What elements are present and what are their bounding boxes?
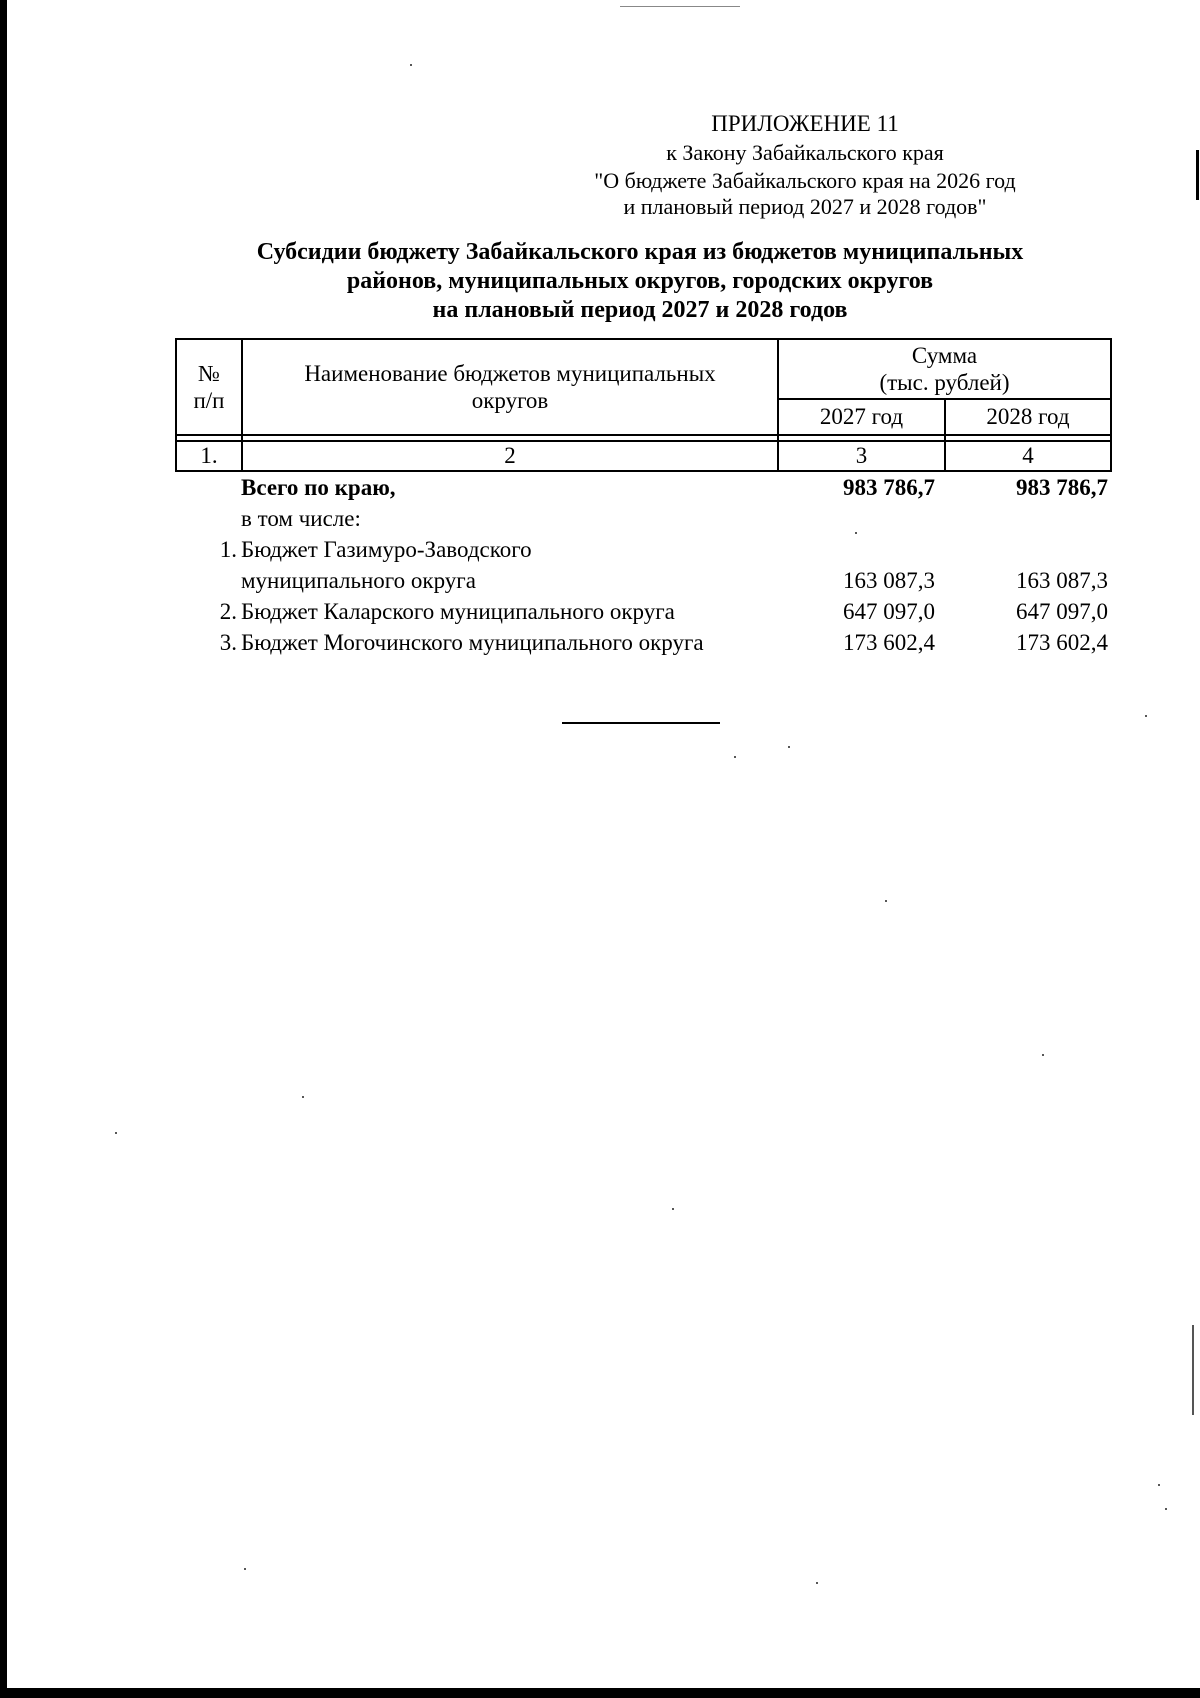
table-row [175,596,1110,627]
header-year-2028: 2028 год [945,399,1111,435]
scan-speck [672,1208,674,1210]
scan-speck [788,746,790,748]
table-row [175,534,1110,565]
row-value-2027: 173 602,4 [843,630,935,655]
header-year-2027: 2027 год [778,399,945,435]
header-name-line: округов [471,388,549,413]
header-name-line: Наименование бюджетов муниципальных [304,361,716,386]
document-title [160,238,1120,325]
table-row [175,627,1110,658]
appendix-law-reference: к Закону Забайкальского края [666,140,944,165]
subsidies-table-header [175,338,1112,472]
appendix-law-period: и плановый период 2027 и 2028 годов" [623,194,987,219]
row-value-2027: 163 087,3 [843,568,935,593]
row-name: Бюджет Газимуро-Заводского [241,537,532,562]
header-sum-unit: (тыс. рублей) [879,370,1010,395]
total-row [175,472,1110,503]
header-number-cell [176,339,242,435]
total-label: Всего по краю, [241,475,396,500]
scan-speck [885,900,887,902]
header-name-cell [242,339,778,435]
total-value-2028: 983 786,7 [1016,475,1108,500]
subsidies-table-body [175,472,1110,658]
row-value-2027: 647 097,0 [843,599,935,624]
row-value-2028: 173 602,4 [1016,630,1108,655]
including-label: в том числе: [241,506,361,531]
column-number-1: 1. [176,441,242,471]
row-name: Бюджет Могочинского муниципального округа [241,630,704,655]
scan-speck [115,1132,117,1134]
header-sum-label: Сумма [911,343,978,368]
column-number-4: 4 [945,441,1111,471]
header-number-abbrev: п/п [193,388,225,413]
scan-speck [1042,1054,1044,1056]
row-value-2028: 647 097,0 [1016,599,1108,624]
scan-mark-top [620,6,740,7]
appendix-law-name: "О бюджете Забайкальского края на 2026 год [594,168,1016,193]
scan-edge-left [0,0,7,1698]
scan-speck [1158,1484,1160,1486]
end-of-document-rule [562,722,720,724]
table-row-continuation [175,565,1110,596]
document-title-line: Субсидии бюджету Забайкальского края из бюджетов муниципальных [256,239,1024,265]
header-sum-cell [778,339,1111,399]
scan-speck [244,1568,246,1570]
column-number-3: 3 [778,441,945,471]
header-number-symbol: № [198,361,220,386]
total-value-2027: 983 786,7 [843,475,935,500]
document-title-line: районов, муниципальных округов, городских округов [346,268,934,294]
scan-mark-right-lower [1192,1325,1194,1415]
scan-speck [1165,1508,1167,1510]
scan-mark-right [1196,150,1199,200]
scan-speck [302,1096,304,1098]
row-name: Бюджет Каларского муниципального округа [241,599,675,624]
scan-speck [816,1582,818,1584]
row-value-2028: 163 087,3 [1016,568,1108,593]
including-row [175,503,1110,534]
row-number: 1. [219,537,237,562]
scan-speck [734,756,736,758]
scan-speck [1145,715,1147,717]
appendix-title: ПРИЛОЖЕНИЕ 11 [711,111,899,136]
scan-edge-bottom [0,1688,1200,1698]
scan-speck [410,64,412,66]
row-number: 2. [219,599,237,624]
document-title-line: на плановый период 2027 и 2028 годов [432,297,848,323]
row-number: 3. [219,630,237,655]
row-name-continuation: муниципального округа [241,568,476,593]
column-number-2: 2 [242,441,778,471]
